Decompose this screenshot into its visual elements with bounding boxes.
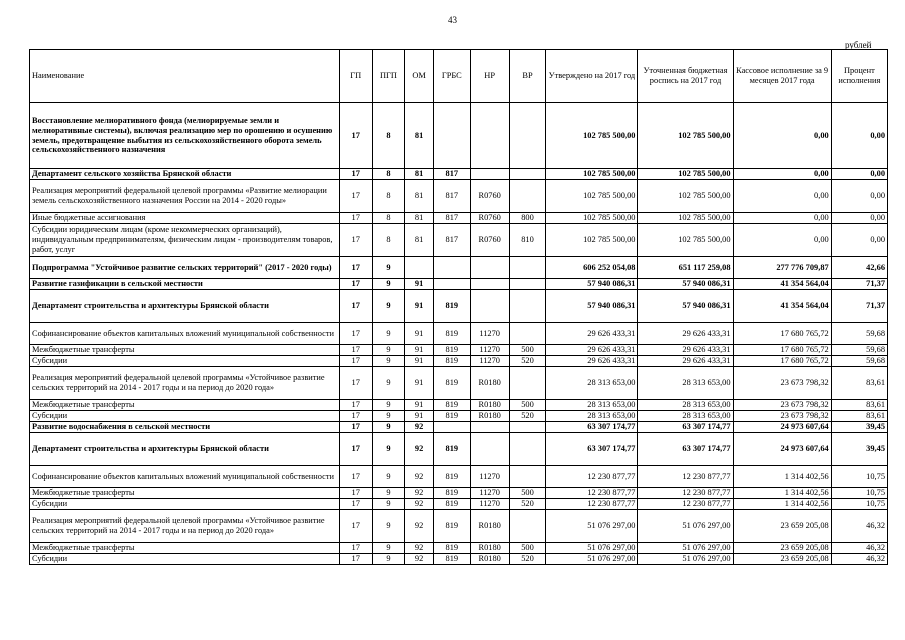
header-percent: Процент исполнения	[831, 50, 887, 103]
cell-om: 92	[405, 422, 434, 433]
page-number: 43	[448, 15, 457, 25]
cell-approved: 12 230 877,77	[546, 499, 638, 510]
cell-name: Субсидии	[30, 499, 340, 510]
cell-grbs	[433, 103, 470, 169]
cell-gp: 17	[339, 433, 372, 466]
cell-vr	[509, 103, 546, 169]
cell-grbs: 819	[433, 543, 470, 554]
cell-om: 92	[405, 433, 434, 466]
header-approved: Утверждено на 2017 год	[546, 50, 638, 103]
cell-refined: 57 940 086,31	[638, 279, 733, 290]
cell-name: Субсидии	[30, 356, 340, 367]
cell-approved: 102 785 500,00	[546, 103, 638, 169]
cell-percent: 10,75	[831, 499, 887, 510]
cell-nr: R0760	[470, 180, 509, 213]
cell-percent: 59,68	[831, 356, 887, 367]
cell-om: 91	[405, 411, 434, 422]
cell-pgp: 9	[372, 488, 405, 499]
cell-refined: 29 626 433,31	[638, 356, 733, 367]
cell-refined: 28 313 653,00	[638, 411, 733, 422]
cell-om: 91	[405, 279, 434, 290]
table-header-row	[30, 50, 888, 103]
cell-grbs: 819	[433, 356, 470, 367]
table-row	[30, 169, 888, 180]
cell-grbs: 819	[433, 488, 470, 499]
cell-percent: 83,61	[831, 400, 887, 411]
cell-refined: 63 307 174,77	[638, 433, 733, 466]
cell-name: Межбюджетные трансферты	[30, 488, 340, 499]
table-row	[30, 356, 888, 367]
header-nr: НР	[470, 50, 509, 103]
cell-cash: 17 680 765,72	[733, 323, 831, 345]
cell-pgp: 8	[372, 169, 405, 180]
cell-pgp: 8	[372, 224, 405, 257]
cell-name: Реализация мероприятий федеральной целевой программы «Устойчивое развитие сельских территорий на 2014 - 2017 годы и на период до 2020 года»	[30, 367, 340, 400]
cell-om: 92	[405, 488, 434, 499]
cell-percent: 10,75	[831, 466, 887, 488]
cell-approved: 63 307 174,77	[546, 422, 638, 433]
cell-grbs: 819	[433, 499, 470, 510]
table-row	[30, 510, 888, 543]
cell-percent: 46,32	[831, 510, 887, 543]
cell-name: Межбюджетные трансферты	[30, 543, 340, 554]
cell-gp: 17	[339, 466, 372, 488]
cell-approved: 12 230 877,77	[546, 466, 638, 488]
table-row	[30, 367, 888, 400]
cell-om: 92	[405, 554, 434, 565]
table-row	[30, 345, 888, 356]
cell-cash: 1 314 402,56	[733, 488, 831, 499]
cell-om	[405, 257, 434, 279]
cell-gp: 17	[339, 279, 372, 290]
cell-refined: 102 785 500,00	[638, 103, 733, 169]
cell-vr	[509, 180, 546, 213]
cell-grbs: 817	[433, 180, 470, 213]
cell-vr	[509, 323, 546, 345]
cell-nr	[470, 257, 509, 279]
cell-pgp: 9	[372, 510, 405, 543]
cell-gp: 17	[339, 169, 372, 180]
cell-refined: 12 230 877,77	[638, 466, 733, 488]
cell-approved: 102 785 500,00	[546, 224, 638, 257]
header-gp: ГП	[339, 50, 372, 103]
cell-percent: 39,45	[831, 433, 887, 466]
cell-name: Департамент строительства и архитектуры Брянской области	[30, 433, 340, 466]
cell-grbs	[433, 257, 470, 279]
cell-percent: 46,32	[831, 543, 887, 554]
cell-nr: 11270	[470, 345, 509, 356]
cell-grbs: 817	[433, 224, 470, 257]
cell-nr	[470, 103, 509, 169]
cell-gp: 17	[339, 290, 372, 323]
cell-gp: 17	[339, 103, 372, 169]
cell-gp: 17	[339, 411, 372, 422]
cell-percent: 71,37	[831, 290, 887, 323]
cell-nr	[470, 279, 509, 290]
cell-percent: 59,68	[831, 323, 887, 345]
cell-approved: 28 313 653,00	[546, 411, 638, 422]
cell-percent: 39,45	[831, 422, 887, 433]
cell-percent: 0,00	[831, 213, 887, 224]
cell-nr	[470, 422, 509, 433]
cell-nr: R0180	[470, 510, 509, 543]
cell-om: 92	[405, 543, 434, 554]
cell-vr	[509, 367, 546, 400]
cell-nr: R0180	[470, 367, 509, 400]
cell-pgp: 8	[372, 213, 405, 224]
cell-approved: 606 252 054,08	[546, 257, 638, 279]
cell-refined: 102 785 500,00	[638, 180, 733, 213]
cell-pgp: 9	[372, 367, 405, 400]
cell-percent: 46,32	[831, 554, 887, 565]
cell-percent: 83,61	[831, 411, 887, 422]
cell-cash: 23 659 205,08	[733, 543, 831, 554]
table-row	[30, 400, 888, 411]
cell-cash: 17 680 765,72	[733, 356, 831, 367]
cell-refined: 28 313 653,00	[638, 400, 733, 411]
cell-grbs: 819	[433, 411, 470, 422]
cell-om: 81	[405, 224, 434, 257]
table-row	[30, 290, 888, 323]
cell-gp: 17	[339, 400, 372, 411]
cell-name: Иные бюджетные ассигнования	[30, 213, 340, 224]
cell-refined: 102 785 500,00	[638, 224, 733, 257]
cell-vr	[509, 466, 546, 488]
cell-approved: 28 313 653,00	[546, 367, 638, 400]
cell-approved: 51 076 297,00	[546, 543, 638, 554]
cell-nr: 11270	[470, 488, 509, 499]
cell-nr	[470, 433, 509, 466]
cell-gp: 17	[339, 345, 372, 356]
cell-nr: 11270	[470, 323, 509, 345]
cell-grbs: 819	[433, 400, 470, 411]
cell-cash: 0,00	[733, 180, 831, 213]
cell-vr	[509, 257, 546, 279]
cell-om: 91	[405, 367, 434, 400]
cell-pgp: 9	[372, 257, 405, 279]
cell-grbs: 819	[433, 345, 470, 356]
cell-pgp: 9	[372, 554, 405, 565]
cell-pgp: 9	[372, 279, 405, 290]
table-row	[30, 466, 888, 488]
cell-refined: 28 313 653,00	[638, 367, 733, 400]
cell-cash: 277 776 709,87	[733, 257, 831, 279]
cell-name: Софинансирование объектов капитальных вложений муниципальной собственности	[30, 323, 340, 345]
cell-cash: 41 354 564,04	[733, 290, 831, 323]
cell-nr	[470, 169, 509, 180]
cell-percent: 0,00	[831, 103, 887, 169]
header-grbs: ГРБС	[433, 50, 470, 103]
cell-pgp: 9	[372, 345, 405, 356]
table-row	[30, 279, 888, 290]
cell-name: Межбюджетные трансферты	[30, 345, 340, 356]
cell-gp: 17	[339, 323, 372, 345]
cell-grbs: 819	[433, 510, 470, 543]
cell-cash: 24 973 607,64	[733, 422, 831, 433]
cell-vr	[509, 422, 546, 433]
cell-percent: 0,00	[831, 169, 887, 180]
cell-name: Восстановление мелиоративного фонда (мелиорируемые земли и мелиоративные системы), включая реализацию мер по орошению и осушению земель, предотвращение выбытия из сельскохозяйственного оборота земель сельскохозяйственного назначения	[30, 103, 340, 169]
cell-pgp: 9	[372, 543, 405, 554]
cell-gp: 17	[339, 356, 372, 367]
cell-om: 91	[405, 345, 434, 356]
cell-percent: 83,61	[831, 367, 887, 400]
cell-nr: 11270	[470, 499, 509, 510]
cell-pgp: 9	[372, 323, 405, 345]
table-row	[30, 543, 888, 554]
cell-refined: 102 785 500,00	[638, 169, 733, 180]
cell-name: Реализация мероприятий федеральной целевой программы «Развитие мелиорации земель сельскохозяйственного назначения России на 2014 - 2020 годы»	[30, 180, 340, 213]
cell-grbs: 817	[433, 213, 470, 224]
cell-om: 91	[405, 400, 434, 411]
cell-pgp: 9	[372, 422, 405, 433]
cell-approved: 51 076 297,00	[546, 510, 638, 543]
cell-approved: 29 626 433,31	[546, 345, 638, 356]
cell-cash: 0,00	[733, 169, 831, 180]
cell-refined: 51 076 297,00	[638, 543, 733, 554]
cell-approved: 12 230 877,77	[546, 488, 638, 499]
cell-approved: 51 076 297,00	[546, 554, 638, 565]
cell-approved: 102 785 500,00	[546, 180, 638, 213]
cell-om: 91	[405, 290, 434, 323]
cell-vr: 500	[509, 400, 546, 411]
cell-percent: 0,00	[831, 180, 887, 213]
cell-cash: 23 659 205,08	[733, 554, 831, 565]
table-row	[30, 323, 888, 345]
cell-percent: 42,66	[831, 257, 887, 279]
cell-nr: R0180	[470, 400, 509, 411]
table-body	[30, 103, 888, 565]
table-row	[30, 499, 888, 510]
cell-gp: 17	[339, 510, 372, 543]
cell-refined: 29 626 433,31	[638, 345, 733, 356]
cell-cash: 41 354 564,04	[733, 279, 831, 290]
cell-refined: 102 785 500,00	[638, 213, 733, 224]
cell-gp: 17	[339, 213, 372, 224]
cell-pgp: 9	[372, 499, 405, 510]
cell-name: Субсидии	[30, 411, 340, 422]
table-row	[30, 257, 888, 279]
cell-vr: 520	[509, 356, 546, 367]
cell-pgp: 9	[372, 290, 405, 323]
cell-refined: 651 117 259,08	[638, 257, 733, 279]
cell-gp: 17	[339, 543, 372, 554]
cell-vr	[509, 510, 546, 543]
table-row	[30, 422, 888, 433]
cell-cash: 23 659 205,08	[733, 510, 831, 543]
cell-grbs: 819	[433, 554, 470, 565]
cell-cash: 0,00	[733, 103, 831, 169]
cell-om: 81	[405, 169, 434, 180]
cell-gp: 17	[339, 499, 372, 510]
cell-nr: R0760	[470, 224, 509, 257]
table-row	[30, 554, 888, 565]
cell-vr: 500	[509, 488, 546, 499]
cell-nr: R0180	[470, 543, 509, 554]
cell-name: Субсидии	[30, 554, 340, 565]
cell-nr: 11270	[470, 356, 509, 367]
table-row	[30, 103, 888, 169]
cell-cash: 23 673 798,32	[733, 400, 831, 411]
cell-percent: 59,68	[831, 345, 887, 356]
cell-name: Подпрограмма "Устойчивое развитие сельских территорий" (2017 - 2020 годы)	[30, 257, 340, 279]
cell-approved: 28 313 653,00	[546, 400, 638, 411]
table-row	[30, 180, 888, 213]
cell-refined: 12 230 877,77	[638, 488, 733, 499]
cell-gp: 17	[339, 367, 372, 400]
cell-om: 92	[405, 510, 434, 543]
cell-cash: 24 973 607,64	[733, 433, 831, 466]
cell-gp: 17	[339, 257, 372, 279]
cell-gp: 17	[339, 554, 372, 565]
header-om: ОМ	[405, 50, 434, 103]
cell-vr: 520	[509, 411, 546, 422]
cell-pgp: 8	[372, 103, 405, 169]
cell-vr: 500	[509, 345, 546, 356]
cell-approved: 63 307 174,77	[546, 433, 638, 466]
cell-name: Софинансирование объектов капитальных вложений муниципальной собственности	[30, 466, 340, 488]
cell-grbs: 819	[433, 433, 470, 466]
cell-om: 81	[405, 180, 434, 213]
cell-name: Департамент строительства и архитектуры Брянской области	[30, 290, 340, 323]
cell-approved: 102 785 500,00	[546, 169, 638, 180]
cell-percent: 10,75	[831, 488, 887, 499]
cell-cash: 0,00	[733, 224, 831, 257]
cell-approved: 102 785 500,00	[546, 213, 638, 224]
table-row	[30, 224, 888, 257]
header-pgp: ПГП	[372, 50, 405, 103]
budget-table	[29, 49, 888, 565]
cell-pgp: 9	[372, 356, 405, 367]
cell-grbs	[433, 279, 470, 290]
cell-approved: 29 626 433,31	[546, 356, 638, 367]
cell-name: Субсидии юридическим лицам (кроме некоммерческих организаций), индивидуальным предпринимателям, физическим лицам - производителям товаров, работ, услуг	[30, 224, 340, 257]
cell-om: 91	[405, 356, 434, 367]
cell-refined: 57 940 086,31	[638, 290, 733, 323]
cell-grbs: 817	[433, 169, 470, 180]
cell-cash: 23 673 798,32	[733, 367, 831, 400]
cell-grbs: 819	[433, 290, 470, 323]
cell-vr: 520	[509, 554, 546, 565]
cell-pgp: 9	[372, 466, 405, 488]
cell-vr: 810	[509, 224, 546, 257]
header-refined: Уточненная бюджетная роспись на 2017 год	[638, 50, 733, 103]
table-row	[30, 411, 888, 422]
cell-approved: 57 940 086,31	[546, 279, 638, 290]
cell-gp: 17	[339, 422, 372, 433]
cell-cash: 1 314 402,56	[733, 466, 831, 488]
cell-pgp: 9	[372, 400, 405, 411]
cell-nr: R0180	[470, 554, 509, 565]
cell-vr: 520	[509, 499, 546, 510]
cell-gp: 17	[339, 224, 372, 257]
cell-refined: 51 076 297,00	[638, 510, 733, 543]
cell-om: 81	[405, 103, 434, 169]
cell-vr	[509, 279, 546, 290]
cell-cash: 1 314 402,56	[733, 499, 831, 510]
cell-gp: 17	[339, 180, 372, 213]
cell-pgp: 9	[372, 411, 405, 422]
cell-vr: 800	[509, 213, 546, 224]
cell-cash: 23 673 798,32	[733, 411, 831, 422]
cell-approved: 57 940 086,31	[546, 290, 638, 323]
cell-pgp: 9	[372, 433, 405, 466]
cell-percent: 71,37	[831, 279, 887, 290]
cell-vr	[509, 290, 546, 323]
cell-nr: R0180	[470, 411, 509, 422]
cell-name: Департамент сельского хозяйства Брянской области	[30, 169, 340, 180]
cell-approved: 29 626 433,31	[546, 323, 638, 345]
cell-vr	[509, 169, 546, 180]
cell-gp: 17	[339, 488, 372, 499]
cell-refined: 63 307 174,77	[638, 422, 733, 433]
cell-cash: 17 680 765,72	[733, 345, 831, 356]
cell-refined: 12 230 877,77	[638, 499, 733, 510]
table-row	[30, 433, 888, 466]
table-row	[30, 213, 888, 224]
currency-label: рублей	[845, 40, 872, 50]
cell-name: Реализация мероприятий федеральной целевой программы «Устойчивое развитие сельских территорий на 2014 - 2017 годы и на период до 2020 года»	[30, 510, 340, 543]
cell-nr: 11270	[470, 466, 509, 488]
cell-refined: 29 626 433,31	[638, 323, 733, 345]
cell-name: Развитие газификации в сельской местности	[30, 279, 340, 290]
cell-om: 92	[405, 466, 434, 488]
cell-om: 92	[405, 499, 434, 510]
cell-grbs: 819	[433, 367, 470, 400]
cell-name: Межбюджетные трансферты	[30, 400, 340, 411]
cell-refined: 51 076 297,00	[638, 554, 733, 565]
cell-cash: 0,00	[733, 213, 831, 224]
header-vr: ВР	[509, 50, 546, 103]
cell-om: 81	[405, 213, 434, 224]
cell-grbs: 819	[433, 466, 470, 488]
header-cash: Кассовое исполнение за 9 месяцев 2017 года	[733, 50, 831, 103]
cell-percent: 0,00	[831, 224, 887, 257]
cell-pgp: 8	[372, 180, 405, 213]
cell-vr	[509, 433, 546, 466]
table-row	[30, 488, 888, 499]
cell-name: Развитие водоснабжения в сельской местности	[30, 422, 340, 433]
cell-nr: R0760	[470, 213, 509, 224]
cell-vr: 500	[509, 543, 546, 554]
cell-nr	[470, 290, 509, 323]
header-name: Наименование	[30, 50, 340, 103]
cell-grbs	[433, 422, 470, 433]
cell-om: 91	[405, 323, 434, 345]
cell-grbs: 819	[433, 323, 470, 345]
